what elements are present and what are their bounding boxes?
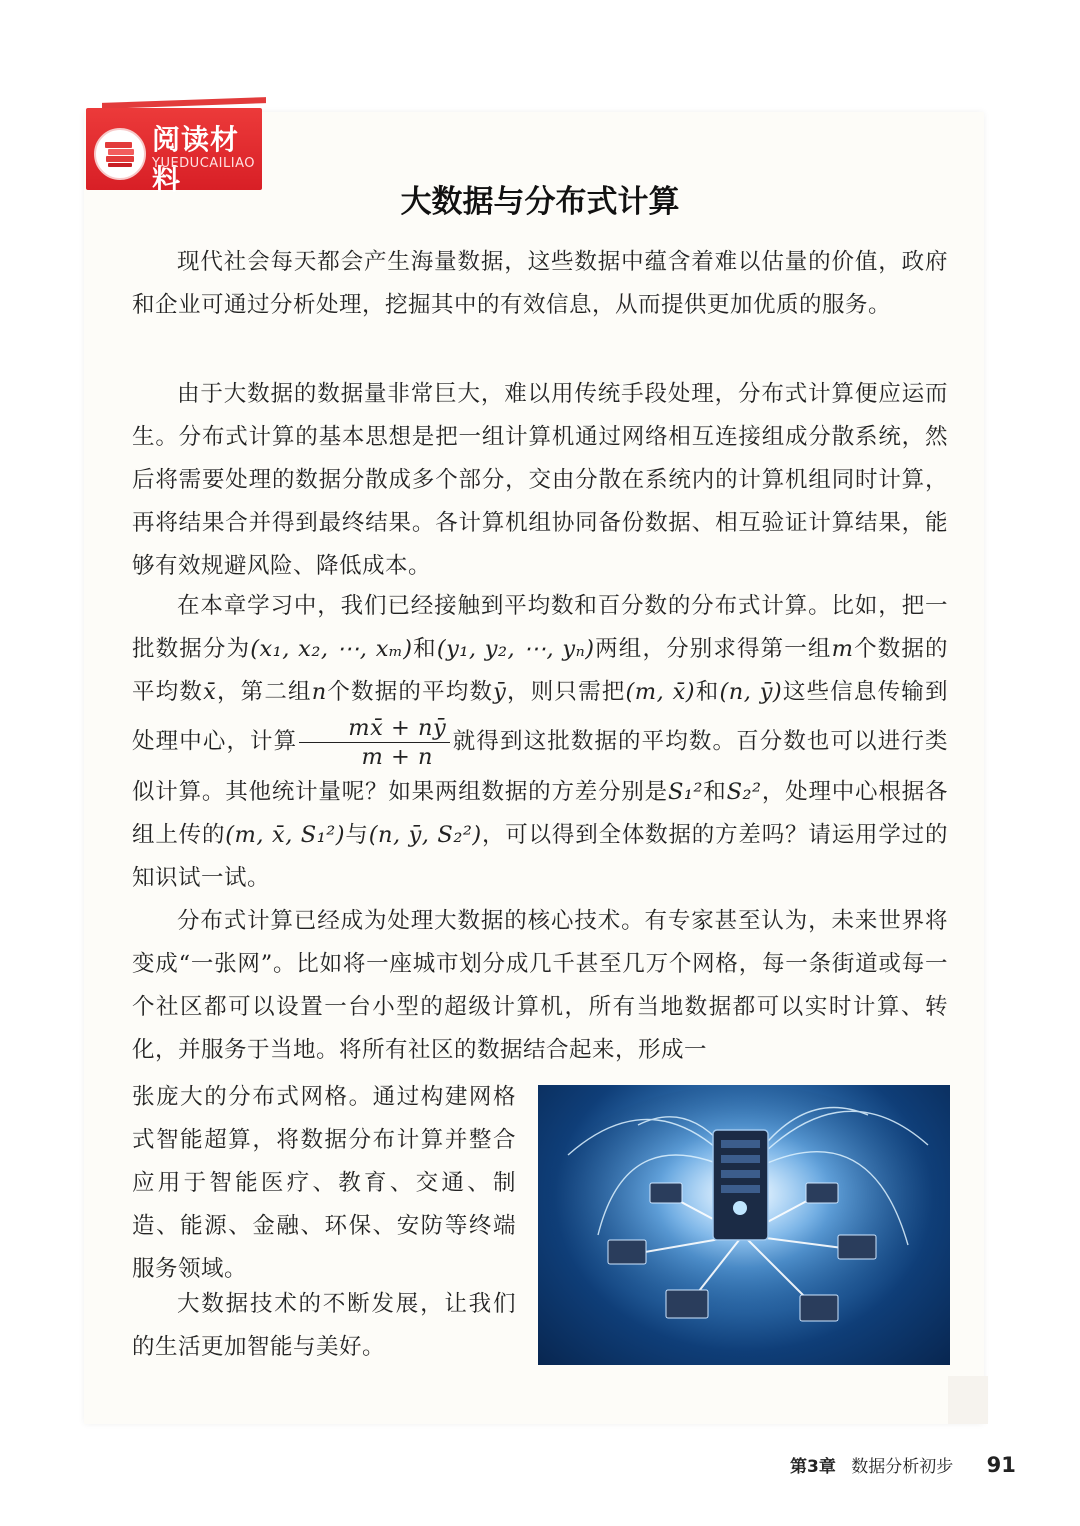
triple-1: (m, x̄, S₁²) [225, 822, 346, 848]
paragraph-4-continued: 张庞大的分布式网格。通过构建网格式智能超算，将数据分布计算并整合应用于智能医疗、教育、交通、制造、能源、金融、环保、安防等终端服务领域。 [132, 1084, 516, 1282]
var-xbar: x̄ [203, 679, 217, 705]
pair-m: (m, x̄) [625, 679, 696, 705]
p3-text-g: ，则只需把 [506, 679, 626, 705]
paragraph-1: 现代社会每天都会产生海量数据，这些数据中蕴含着难以估量的价值，政府和企业可通过分析处理，挖掘其中的有效信息，从而提供更加优质的服务。 [132, 249, 948, 318]
var-s2-squared: S₂² [726, 779, 762, 805]
tuple-x: (x₁, x₂, ⋯, xₘ) [250, 636, 413, 662]
banner-title: 阅读材料 [152, 123, 240, 196]
p3-text-d: 个数据的平均数 [132, 636, 948, 705]
p3-text-e: ，第二组 [216, 679, 312, 705]
var-ybar: ȳ [493, 679, 507, 705]
var-s1-squared: S₁² [667, 779, 703, 805]
p3-text-l: ，处理中心根据各组上传的 [132, 779, 948, 848]
page-footer [790, 1452, 1016, 1477]
var-n: n [311, 679, 327, 705]
pair-n: (n, ȳ) [719, 679, 783, 705]
p3-text-i: 这些信息传输到处理中心，计算 [132, 679, 948, 755]
p3-text-c: 两组，分别求得第一组 [594, 636, 832, 662]
article-title: 大数据与分布式计算 [400, 184, 680, 220]
fraction-numerator: mx̄ + nȳ [299, 714, 450, 743]
paragraph-4: 分布式计算已经成为处理大数据的核心技术。有专家甚至认为，未来世界将变成“一张网”。比如将一座城市划分成几千甚至几万个网格，每一条街道或每一个社区都可以设置一台小型的超级计算机，所有当地数据都可以实时计算、转化，并服务于当地。将所有社区的数据结合起来，形成一 [132, 908, 948, 1063]
p3-text-a: 在本章学习中，我们已经接触到平均数和百分数的分布式计算。比如，把一批数据分为 [132, 593, 948, 662]
section-label: 数据分析初步 [851, 1457, 954, 1477]
p3-text-b: 和 [412, 636, 437, 662]
p3-text-k: 和 [702, 779, 727, 805]
p3-text-h: 和 [695, 679, 720, 705]
paragraph-5: 大数据技术的不断发展，让我们的生活更加智能与美好。 [132, 1291, 516, 1360]
chapter-label: 第3章 [790, 1457, 836, 1477]
page-edge [948, 1376, 988, 1424]
mean-fraction [299, 714, 450, 771]
p3-text-q: ，可以得到全体数据的方差吗？请运用学过的知识试一试。 [132, 822, 948, 891]
paragraph-3 [132, 585, 948, 900]
triple-2: (n, ȳ, S₂²) [368, 822, 482, 848]
fraction-denominator: m + n [361, 744, 433, 770]
p3-text-f: 个数据的平均数 [326, 679, 494, 705]
var-m: m [831, 636, 854, 662]
books-icon [94, 128, 146, 180]
network-illustration [538, 1085, 950, 1365]
tuple-y: (y₁, y₂, ⋯, yₙ) [436, 636, 595, 662]
p3-text-j: 就得到这批数据的平均数。百分数也可以进行类似计算。其他统计量呢？如果两组数据的方差分别是 [132, 728, 948, 805]
banner-subtitle: YUEDUCAILIAO [152, 156, 255, 171]
p3-text-o: 与 [345, 822, 369, 848]
paragraph-2: 由于大数据的数据量非常巨大，难以用传统手段处理，分布式计算便应运而生。分布式计算的基本思想是把一组计算机通过网络相互连接组成分散系统，然后将需要处理的数据分散成多个部分，交由分散在系统内的计算机组同时计算，再将结果合并得到最终结果。各计算机组协同备份数据、相互验证计算结果，能够有效规避风险、降低成本。 [132, 381, 948, 579]
page-number: 91 [986, 1453, 1016, 1477]
